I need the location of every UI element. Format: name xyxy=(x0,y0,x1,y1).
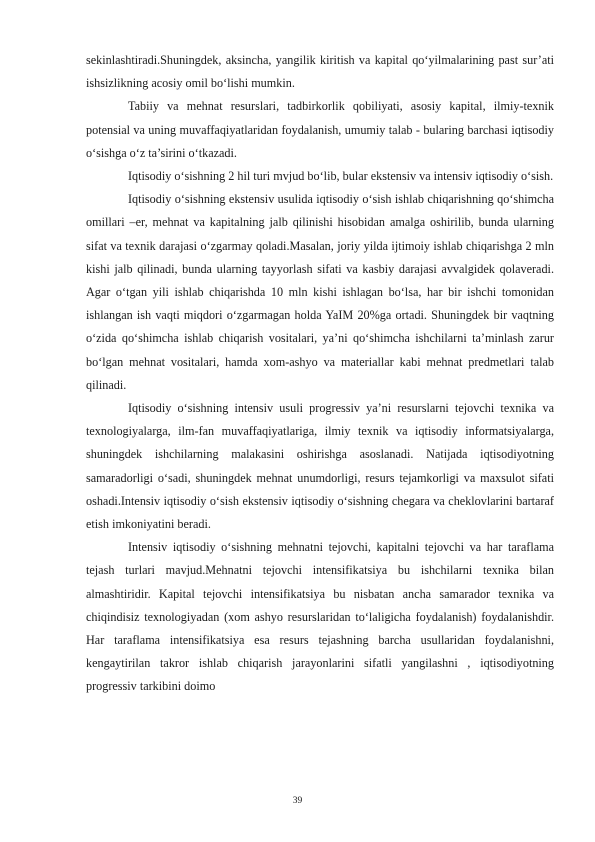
page-number: 39 xyxy=(292,796,303,806)
paragraph-4: Iqtisodiy o‘sishning ekstensiv usulida iqtisodiy o‘sish ishlab chiqarishning qo‘shimcha omillari –er, mehnat va kapitalning jalb qilinishi hisobidan amalga oshirilib, bunda ularning sifat va texnik darajasi o‘zgarmay qoladi.Masalan, joriy yilda ijtimoiy ishlab chiqarishga 2 mln kishi jalb qilinadi, bunda ularning tayyorlash sifati va kasbiy darajasi avvalgidek qolaveradi. Agar o‘tgan yili ishlab chiqarishda 10 mln kishi ishlagan bo‘lsa, har bir ishchi tomonidan ishlangan ish vaqti miqdori o‘zgarmagan holda YaIM 20%ga ortadi. Shuningdek bir vaqtning o‘zida qo‘shimcha ishlab chiqarish vositalari, ya’ni qo‘shimcha ishchilarni ta’minlash zarur bo‘lgan mehnat vositalari, hamda xom-ashyo va materiallar kabi mehnat predmetlari talab qilinadi. xyxy=(86,192,554,392)
paragraph-6: Intensiv iqtisodiy o‘sishning mehnatni tejovchi, kapitalni tejovchi va har taraflama tejash turlari mavjud.Mehnatni tejovchi intensifikatsiya bu ishchilarni texnika bilan almashtiridir. Kapital tejovchi intensifikatsiya bu nisbatan ancha samarador texnika va chiqindisiz texnologiyadan (xom ashyo resurslaridan to‘laligicha foydalanish) foydalanishdir. Har taraflama intensifikatsiya esa resurs tejashning barcha usullaridan foydalanishni, kengaytirilan takror ishlab chiqarish jarayonlarini sifatli yangilashni , iqtisodiyotning progressiv tarkibini doimo xyxy=(86,540,554,694)
paragraph-2: Tabiiy va mehnat resurslari, tadbirkorlik qobiliyati, asosiy kapital, ilmiy-texnik potensial va uning muvaffaqiyatlaridan foydalanish, umumiy talab - bularing barchasi iqtisodiy o‘sishga o‘z ta’sirini o‘tkazadi. xyxy=(86,99,554,160)
body-text xyxy=(86,49,554,699)
paragraph-5: Iqtisodiy o‘sishning intensiv usuli progressiv ya’ni resurslarni tejovchi texnika va texnologiyalarga, ilm-fan muvaffaqiyatlariga, ilmiy texnik va iqtisodiy informatsiyalarga, shuningdek ishchilarning malakasini oshirishga asoslanadi. Natijada iqtisodiyotning samaradorligi o‘sadi, shuningdek mehnat unumdorligi, resurs tejamkorligi va maxsulot sifati oshadi.Intensiv iqtisodiy o‘sish ekstensiv iqtisodiy o‘sishning chegara va cheklovlarini bartaraf etish imkoniyatini beradi. xyxy=(86,401,554,532)
paragraph-1: sekinlashtiradi.Shuningdek, aksincha, yangilik kiritish va kapital qo‘yilmalarining past sur’ati ishsizlikning acosiy omil bo‘lishi mumkin. xyxy=(86,53,554,91)
paragraph-3: Iqtisodiy o‘sishning 2 hil turi mvjud bo‘lib, bular ekstensiv va intensiv iqtisodiy o‘sish. xyxy=(128,169,554,184)
